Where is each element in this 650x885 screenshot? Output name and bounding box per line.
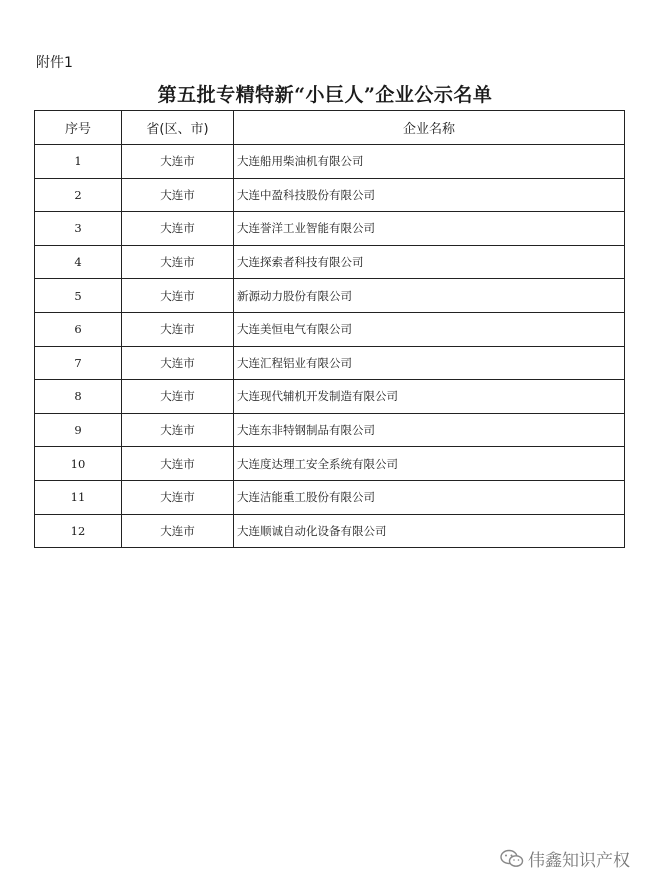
row-index: 2 — [35, 178, 122, 212]
row-index: 9 — [35, 413, 122, 447]
table-row — [35, 245, 625, 279]
watermark — [500, 846, 630, 871]
row-company-name: 大连现代辅机开发制造有限公司 — [234, 380, 625, 414]
table-header-row — [35, 111, 625, 145]
table-row — [35, 312, 625, 346]
table-row — [35, 279, 625, 313]
table-row — [35, 447, 625, 481]
row-company-name: 大连誉洋工业智能有限公司 — [234, 212, 625, 246]
row-index: 3 — [35, 212, 122, 246]
row-index: 7 — [35, 346, 122, 380]
table-row — [35, 514, 625, 548]
table-row — [35, 413, 625, 447]
row-province: 大连市 — [122, 447, 234, 481]
row-province: 大连市 — [122, 145, 234, 179]
row-province: 大连市 — [122, 312, 234, 346]
row-province: 大连市 — [122, 212, 234, 246]
row-province: 大连市 — [122, 279, 234, 313]
row-company-name: 大连美恒电气有限公司 — [234, 312, 625, 346]
row-province: 大连市 — [122, 480, 234, 514]
row-province: 大连市 — [122, 245, 234, 279]
header-index: 序号 — [35, 111, 122, 145]
row-company-name: 大连顺诚自动化设备有限公司 — [234, 514, 625, 548]
row-index: 1 — [35, 145, 122, 179]
row-index: 10 — [35, 447, 122, 481]
row-index: 11 — [35, 480, 122, 514]
row-index: 4 — [35, 245, 122, 279]
header-company-name: 企业名称 — [234, 111, 625, 145]
watermark-text: 伟鑫知识产权 — [528, 851, 630, 871]
row-company-name: 新源动力股份有限公司 — [234, 279, 625, 313]
row-province: 大连市 — [122, 346, 234, 380]
row-province: 大连市 — [122, 514, 234, 548]
row-company-name: 大连船用柴油机有限公司 — [234, 145, 625, 179]
row-company-name: 大连汇程铝业有限公司 — [234, 346, 625, 380]
table-row — [35, 346, 625, 380]
row-company-name: 大连度达理工安全系统有限公司 — [234, 447, 625, 481]
table-row — [35, 212, 625, 246]
row-index: 8 — [35, 380, 122, 414]
row-index: 12 — [35, 514, 122, 548]
row-province: 大连市 — [122, 178, 234, 212]
document-title: 第五批专精特新“小巨人”企业公示名单 — [157, 84, 493, 106]
company-list-table — [34, 110, 625, 548]
table-row — [35, 380, 625, 414]
table-row — [35, 145, 625, 179]
row-province: 大连市 — [122, 380, 234, 414]
row-index: 6 — [35, 312, 122, 346]
wechat-icon — [500, 849, 524, 869]
attachment-label: 附件1 — [36, 55, 73, 71]
table-row — [35, 178, 625, 212]
row-company-name: 大连洁能重工股份有限公司 — [234, 480, 625, 514]
table-row — [35, 480, 625, 514]
row-company-name: 大连东非特钢制品有限公司 — [234, 413, 625, 447]
row-company-name: 大连中盈科技股份有限公司 — [234, 178, 625, 212]
row-company-name: 大连探索者科技有限公司 — [234, 245, 625, 279]
header-province: 省(区、市) — [122, 111, 234, 145]
row-index: 5 — [35, 279, 122, 313]
row-province: 大连市 — [122, 413, 234, 447]
